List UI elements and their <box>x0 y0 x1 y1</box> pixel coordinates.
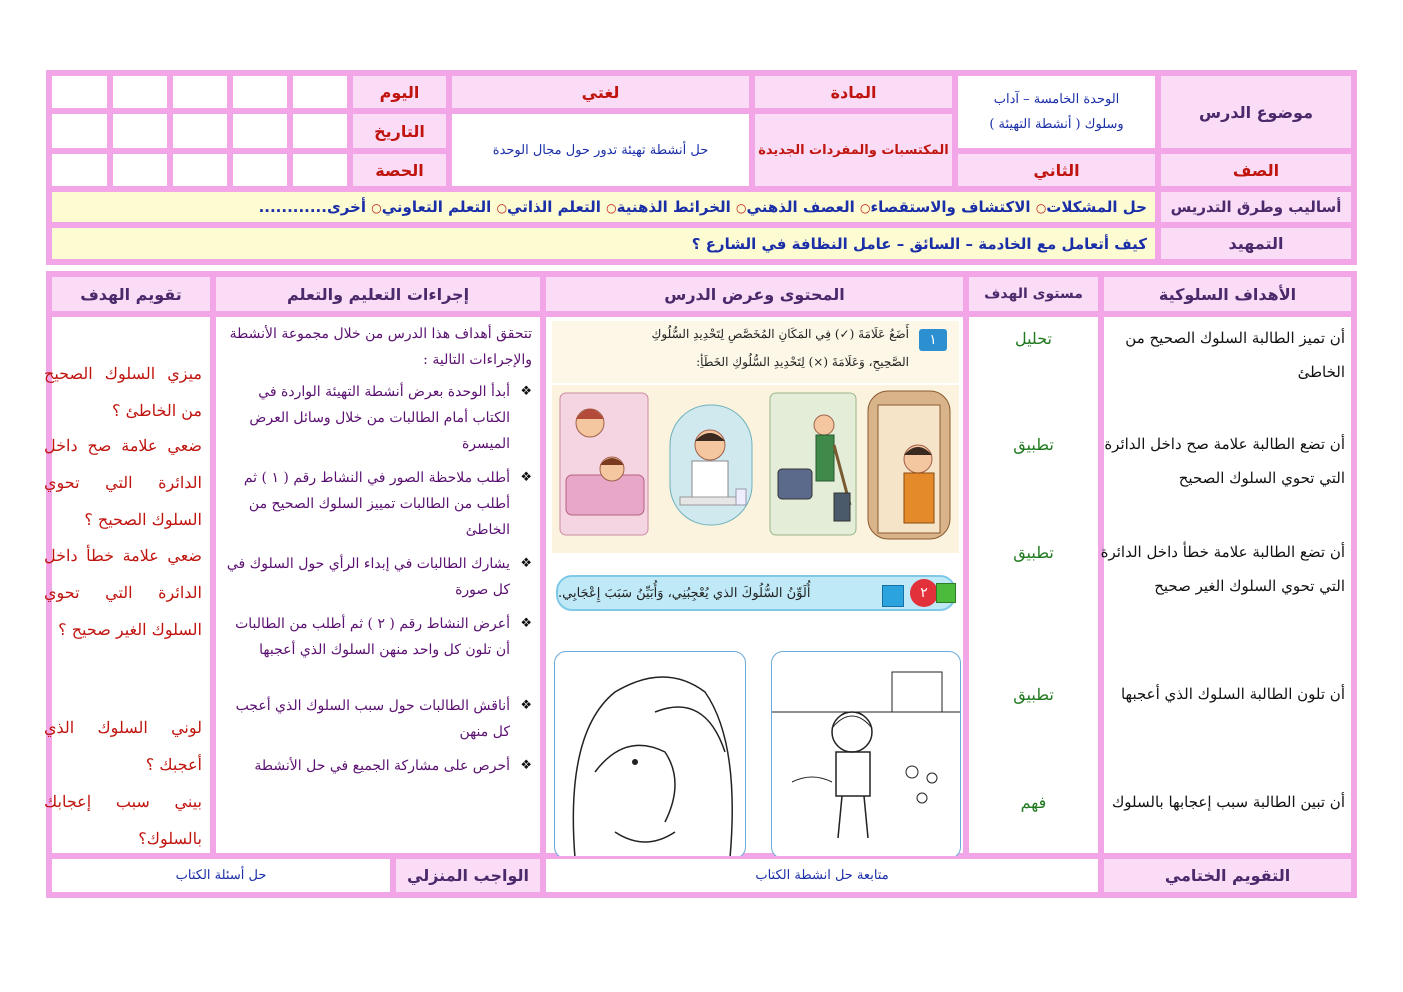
level-item: تطبيق <box>1013 685 1054 704</box>
cube-icon <box>936 583 956 603</box>
homework-label: الواجب المنزلي <box>407 866 529 885</box>
methods-list: حل المشكلات○ الاكتشاف والاستقصاء○ العصف الذهني○ الخرائط الذهنية○ التعلم الذاتي○ التعلم التعاوني○ أخرى............ <box>258 198 1147 216</box>
method-item: العصف الذهني <box>746 198 855 216</box>
col-header-level: مستوى الهدف <box>966 274 1101 314</box>
topic-value-cell <box>955 73 1158 151</box>
activity2-text: أُلَوِّنُ السُّلُوكَ الذي يُعْجِبُنِي، وَأُبَيِّنُ سَبَبَ إِعْجَابِي. <box>558 585 811 601</box>
final-eval-value: متابعة حل انشطة الكتاب <box>755 868 889 883</box>
topic-label: موضوع الدرس <box>1199 102 1313 122</box>
procedures-list <box>224 379 532 779</box>
grade-value-cell <box>955 151 1158 189</box>
method-item: التعلم التعاوني <box>381 198 492 216</box>
methods-value-cell <box>49 189 1158 225</box>
intro-value: كيف أتعامل مع الخادمة – السائق – عامل النظافة في الشارع ؟ <box>691 234 1147 253</box>
content-column <box>543 314 966 856</box>
blank-cell[interactable] <box>49 151 110 189</box>
blank-cell[interactable] <box>230 151 290 189</box>
final-eval-value-cell <box>543 856 1101 895</box>
activity1-header <box>552 321 959 383</box>
activity1-illustration <box>552 385 959 553</box>
day-label: اليوم <box>379 82 420 102</box>
final-eval-label: التقويم الختامي <box>1164 866 1291 885</box>
intro-value-cell <box>49 225 1158 262</box>
subject-value-cell <box>449 73 752 111</box>
intro-label-cell <box>1158 225 1354 262</box>
procedures-content <box>224 321 532 787</box>
level-column <box>966 314 1101 856</box>
blank-cell[interactable] <box>230 73 290 111</box>
col-header-content: المحتوى وعرض الدرس <box>543 274 966 314</box>
method-item: الخرائط الذهنية <box>616 198 731 216</box>
period-label: الحصة <box>375 160 424 180</box>
evaluation-item: ميزي السلوك الصحيح من الخاطئ ؟ <box>44 364 202 420</box>
blank-cell[interactable] <box>290 151 350 189</box>
level-item: تحليل <box>1014 329 1053 348</box>
homework-label-cell <box>393 856 543 895</box>
blank-cell[interactable] <box>170 73 230 111</box>
activity1-pictures <box>552 385 959 553</box>
method-item: الاكتشاف والاستقصاء <box>870 198 1031 216</box>
grade-value: الثاني <box>1033 160 1080 180</box>
activity1-number-badge: ١ <box>919 329 947 351</box>
picture-boy-at-door <box>868 391 950 539</box>
method-item: التعلم الذاتي <box>507 198 601 216</box>
vocab-label: المكتسبات والمفردات الجديدة <box>758 142 949 158</box>
vocab-value: حل أنشطة تهيئة تدور حول مجال الوحدة <box>492 142 709 158</box>
goal-item: أن تضع الطالبة علامة صح داخل الدائرة التي تحوي السلوك الصحيح <box>1104 435 1345 487</box>
methods-label-cell <box>1158 189 1354 225</box>
blank-cell[interactable] <box>110 151 170 189</box>
procedure-item: ❖ أحرص على مشاركة الجميع في حل الأنشطة <box>224 753 532 779</box>
grade-label: الصف <box>1232 160 1280 180</box>
vocab-label-cell <box>752 111 955 189</box>
procedures-intro: تتحقق أهداف هذا الدرس من خلال مجموعة الأنشطة والإجراءات التالية : <box>229 326 532 368</box>
topic-label-cell <box>1158 73 1354 151</box>
evaluation-item: ضعي علامة صح داخل الدائرة التي تحوي السلوك الصحيح ؟ <box>44 436 202 529</box>
procedure-item: ❖ أبدأ الوحدة بعرض أنشطة التهيئة الواردة في الكتاب أمام الطالبات من خلال وسائل العرض الميسرة <box>224 379 532 457</box>
picture-sick-girl <box>560 393 648 535</box>
activity1-line2: الصَّحِيحِ، وَعَلَامَةَ (×) لِتَحْدِيدِ السُّلُوكِ الخَطَأِ: <box>696 355 909 369</box>
activity1-line1: أَضَعُ عَلَامَةَ (✓) فِي المَكَانِ المُخَصَّصِ لِتَحْدِيدِ السُّلُوكِ <box>651 327 909 341</box>
goal-item: أن تلون الطالبة السلوك الذي أعجبها <box>1120 685 1345 703</box>
procedure-item: ❖ يشارك الطالبات في إبداء الرأي حول السلوك في كل صورة <box>224 551 532 603</box>
homework-value-cell <box>49 856 393 895</box>
blank-cell[interactable] <box>110 73 170 111</box>
subject-label: المادة <box>830 82 877 102</box>
procedure-item: ❖ أعرض النشاط رقم ( ٢ ) ثم أطلب من الطالبات أن تلون كل واحد منهن السلوك الذي أعجبها <box>224 611 532 663</box>
period-label-cell <box>350 151 449 189</box>
goal-item: أن تضع الطالبة علامة خطأ داخل الدائرة التي تحوي السلوك الغير صحيح <box>1100 543 1345 595</box>
method-item: أخرى............ <box>258 198 366 216</box>
intro-label: التمهيد <box>1228 234 1284 253</box>
subject-value: لغتي <box>581 82 620 102</box>
coloring-picture-hug <box>554 651 746 859</box>
grade-label-cell <box>1158 151 1354 189</box>
goal-item: أن تبين الطالبة سبب إعجابها بالسلوك <box>1111 793 1345 811</box>
level-item: تطبيق <box>1013 543 1054 562</box>
homework-value: حل أسئلة الكتاب <box>175 868 267 883</box>
blank-cell[interactable] <box>230 111 290 151</box>
procedures-column <box>213 314 543 856</box>
col-header-procedures: إجراءات التعليم والتعلم <box>213 274 543 314</box>
picture-boy-eating <box>670 405 752 525</box>
blank-cell[interactable] <box>170 151 230 189</box>
method-item: حل المشكلات <box>1046 198 1147 216</box>
col-header-evaluation: تقويم الهدف <box>49 274 213 314</box>
blank-cell[interactable] <box>290 73 350 111</box>
procedure-item: ❖ أناقش الطالبات حول سبب السلوك الذي أعجب كل منهن <box>224 693 532 745</box>
vocab-value-cell <box>449 111 752 189</box>
blank-cell[interactable] <box>170 111 230 151</box>
day-label-cell <box>350 73 449 111</box>
evaluation-column <box>44 314 213 856</box>
col-header-goals: الأهداف السلوكية <box>1101 274 1354 314</box>
topic-value-line1: الوحدة الخامسة – آداب <box>993 92 1120 107</box>
evaluation-item: لوني السلوك الذي أعجبك ؟ <box>44 718 202 774</box>
coloring-picture-boy <box>771 651 961 859</box>
procedure-item: ❖ أطلب ملاحظة الصور في النشاط رقم ( ١ ) ثم أطلب من الطالبات تمييز السلوك الصحيح من الخاطئ <box>224 465 532 543</box>
evaluation-item: ضعي علامة خطأ داخل الدائرة التي تحوي السلوك الغير صحيح ؟ <box>44 546 202 639</box>
level-item: فهم <box>1020 793 1047 812</box>
cube-icon <box>882 585 904 607</box>
evaluation-item: بيني سبب إعجابك بالسلوك؟ <box>44 792 202 848</box>
date-label: التاريخ <box>374 121 425 141</box>
blank-cell[interactable] <box>49 111 110 151</box>
level-item: تطبيق <box>1013 435 1054 454</box>
blank-cell[interactable] <box>49 73 110 111</box>
blank-cell[interactable] <box>290 111 350 151</box>
goal-item: أن تميز الطالبة السلوك الصحيح من الخاطئ <box>1125 329 1345 381</box>
blank-cell[interactable] <box>110 111 170 151</box>
methods-label: أساليب وطرق التدريس <box>1170 198 1342 216</box>
goals-column <box>1101 314 1354 856</box>
subject-label-cell <box>752 73 955 111</box>
final-eval-label-cell <box>1101 856 1354 895</box>
topic-value-line2: وسلوك ( أنشطة التهيئة ) <box>989 117 1124 132</box>
activity2-number-badge: ٢ <box>910 579 938 607</box>
picture-street-cleaner <box>770 393 856 535</box>
date-label-cell <box>350 111 449 151</box>
